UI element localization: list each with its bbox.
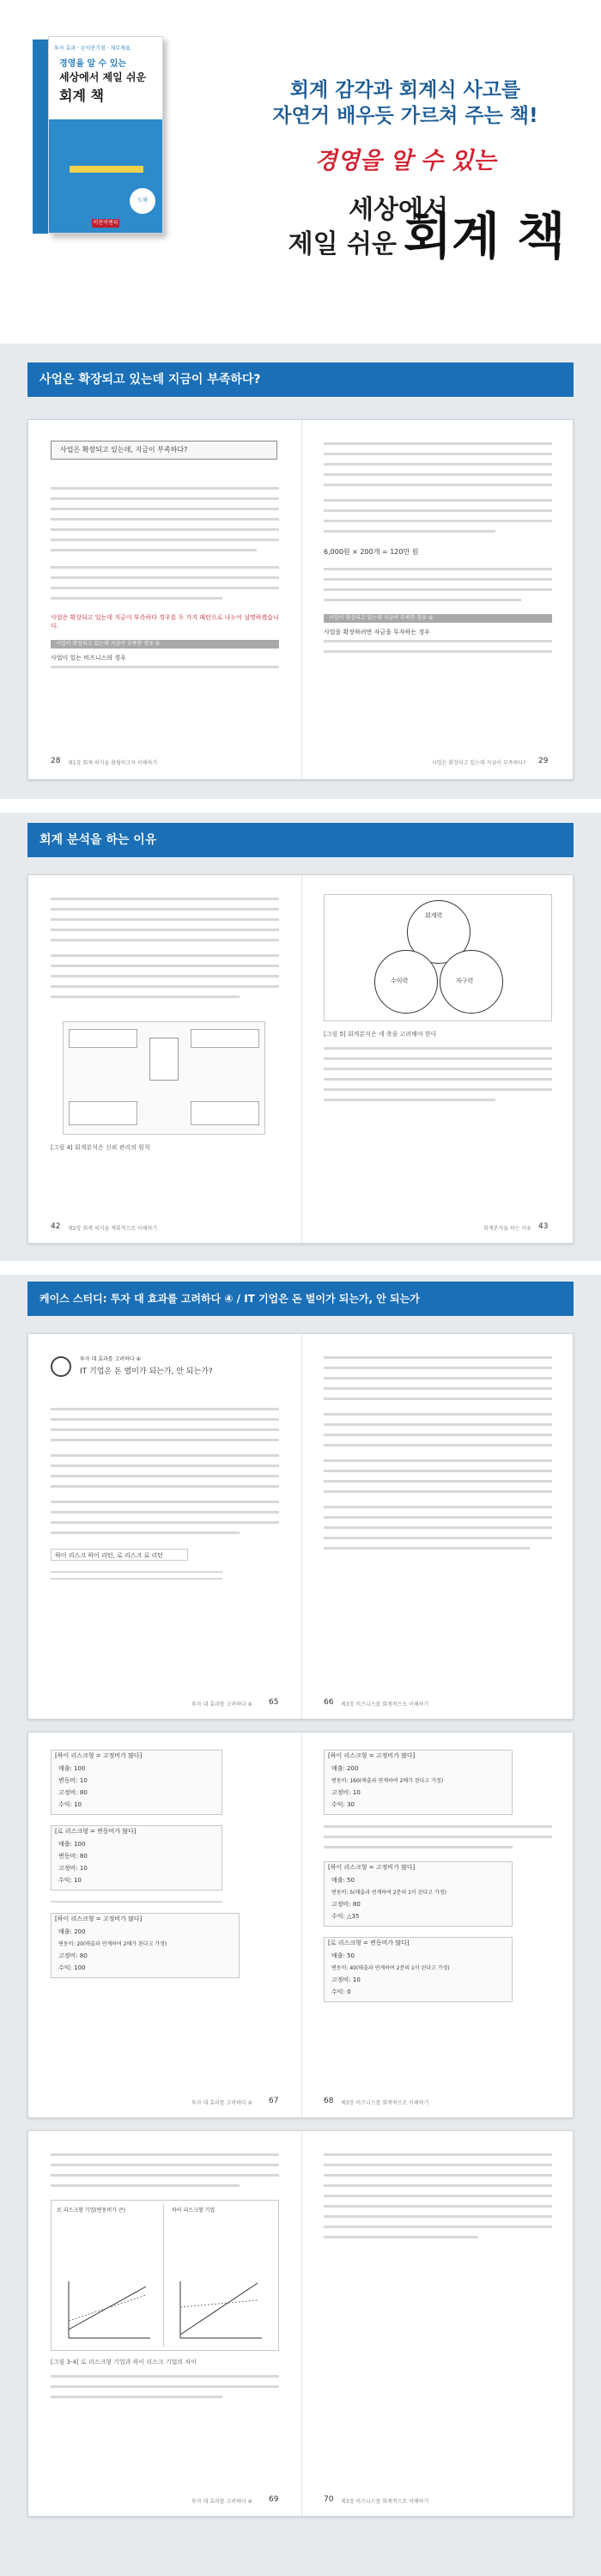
table-low-risk-3: [로 리스크형 = 변동비가 많다] 매출: 50 변동비: 40(매출과 연계하여 2분의 1이 된다고 가정) 고정비: 10 수익: 0 [324, 1937, 513, 2002]
cover-publisher: 비전비엔피 [93, 220, 118, 226]
figure-caption: [그림 4] 회계분석은 신뢰 관리의 원칙 [51, 1144, 150, 1151]
figure-diagram [63, 1021, 265, 1135]
book-cover-image [33, 36, 163, 229]
page-number: 65 [269, 1698, 279, 1707]
book-spine [33, 40, 48, 234]
page-number: 29 [538, 757, 549, 765]
venn-diagram [324, 894, 552, 1021]
page-number: 67 [269, 2097, 279, 2105]
formula-text: 6,000원 × 200개 = 120만 원 [324, 548, 419, 556]
cover-badge: 도해 [130, 188, 155, 214]
box-title: IT 기업은 돈 벌이가 되는가, 안 되는가? [80, 1367, 213, 1376]
book-spread [27, 874, 574, 1244]
page-footer: 투자 대 효과를 고려하다 ④ [191, 2100, 252, 2106]
title-line2: 제일 쉬운 [288, 229, 397, 259]
comparison-figure: 로 리스크형 기업(변동비가 큰) 하이 리스크형 기업 [51, 2200, 279, 2351]
table-high-risk-2: [하이 리스크형 = 고정비가 많다] 매출: 200 변동비: 20(매출과 연계하여 2배가 된다고 가정) 고정비: 80 수익: 100 [51, 1913, 240, 1978]
cover-brand: 경영을 알 수 있는 [59, 59, 127, 69]
cover-title-big: 회계 책 [59, 88, 104, 104]
venn-right: 자구력 [440, 950, 503, 1014]
highlight-title: 경영을 알 수 있는 [314, 148, 496, 174]
table-low-risk-2: [하이 리스크형 = 고정비가 많다] 매출: 200 변동비: 160(매출과 연계하여 2배가 된다고 가정) 고정비: 10 수익: 30 [324, 1750, 513, 1815]
page-footer: 투자 대 효과를 고려하다 ④ [191, 1702, 252, 1708]
page-footer: 제3장 비즈니스를 회계적으로 이해하기 [341, 1702, 429, 1708]
book-spread [27, 1732, 574, 2118]
figure-caption: [그림 5] 회계분석은 세 축을 고려해야 한다 [324, 1031, 437, 1038]
table-high-risk-3: [하이 리스크형 = 고정비가 많다] 매출: 50 변동비: 5(매출과 연계하여 2분의 1이 된다고 가정) 고정비: 80 수익: △35 [324, 1861, 513, 1927]
page-number: 70 [324, 2495, 334, 2504]
section-heading: 케이스 스터디: 투자 대 효과를 고려하다 ④ / IT 기업은 돈 벌이가 되는가, 안 되는가 [27, 1282, 574, 1316]
hero-banner [0, 0, 601, 344]
tagline-line1: 회계 감각과 회계식 사고를 [289, 79, 521, 101]
section-2 [0, 813, 601, 1261]
section-1 [0, 344, 601, 799]
cover-subtitle: 투자 효과 · 손익분기점 · 재무제표 [54, 46, 131, 52]
book-spread [27, 1333, 574, 1720]
line-chart-low-risk [60, 2278, 155, 2343]
box-label: 투자 대 효과를 고려하다 ④ [80, 1356, 141, 1362]
page-number: 28 [51, 757, 61, 765]
book-spread [27, 419, 574, 780]
section-3 [0, 1275, 601, 2576]
page-footer: 제3장 비즈니스를 회계적으로 이해하기 [341, 2100, 429, 2106]
page-box-title: 사업은 확장되고 있는데, 지금이 부족하다? [51, 441, 277, 460]
title-line1: 세상에서 [349, 195, 448, 225]
table-low-risk-1: [로 리스크형 = 변동비가 많다] 매출: 100 변동비: 80 고정비: 10 수익: 10 [51, 1825, 222, 1891]
table-high-risk-1: [하이 리스크형 = 고정비가 많다] 매출: 100 변동비: 10 고정비: 80 수익: 10 [51, 1750, 222, 1815]
line-chart-high-risk [172, 2278, 266, 2343]
page-footer: 회계분석을 하는 이유 [483, 1226, 531, 1232]
subhead-text: 사업이 있는 비즈니스의 경우 [51, 655, 126, 661]
venn-left: 수익력 [374, 950, 438, 1014]
highlight-box: 하이 리스크 하이 리턴, 로 리스크 로 리턴 [51, 1549, 188, 1561]
book-spread [27, 2130, 574, 2517]
page-number: 43 [538, 1222, 549, 1231]
subheading-bar: 사업이 확장되고 있는데 지금이 부족한 경우 ② [324, 614, 552, 623]
subheading-bar: 사업이 확장되고 있는데 지금이 부족한 경우 ① [51, 640, 279, 649]
page-footer: 제3장 비즈니스를 회계적으로 이해하기 [341, 2499, 429, 2505]
page-number: 68 [324, 2097, 334, 2105]
page-footer: 사업은 확장되고 있는데 지금이 부족하다? [432, 760, 526, 766]
note-text: 사업은 확장되고 있는데 지금이 부족하다 경우를 두 가지 패턴으로 나누어 설명하겠습니다. [51, 614, 279, 630]
section-heading: 회계 분석을 하는 이유 [27, 823, 574, 857]
section-heading: 사업은 확장되고 있는데 지금이 부족하다? [27, 362, 574, 397]
venn-top: 회계력 [407, 900, 470, 964]
title-big: 회계 책 [404, 207, 566, 265]
cover-title: 세상에서 제일 쉬운 [59, 71, 147, 83]
page-footer: 제1장 회계 의식을 확립하고자 이해하기 [68, 760, 158, 766]
page-number: 69 [269, 2495, 279, 2504]
page-number: 66 [324, 1698, 334, 1707]
figure-caption: [그림 3-4] 로 리스크형 기업과 하이 리스크 기업의 차이 [51, 2359, 197, 2366]
tagline-line2: 자연거 배우듯 가르쳐 주는 책! [272, 105, 538, 127]
book-front [48, 36, 163, 234]
page-footer: 제2장 회계 의식을 계획적으로 이해하기 [68, 1226, 158, 1232]
subhead-text: 사업을 확장하려면 자금을 투자하는 경우 [324, 629, 430, 636]
page-number: 42 [51, 1222, 61, 1231]
page-footer: 투자 대 효과를 고려하다 ④ [191, 2499, 252, 2505]
